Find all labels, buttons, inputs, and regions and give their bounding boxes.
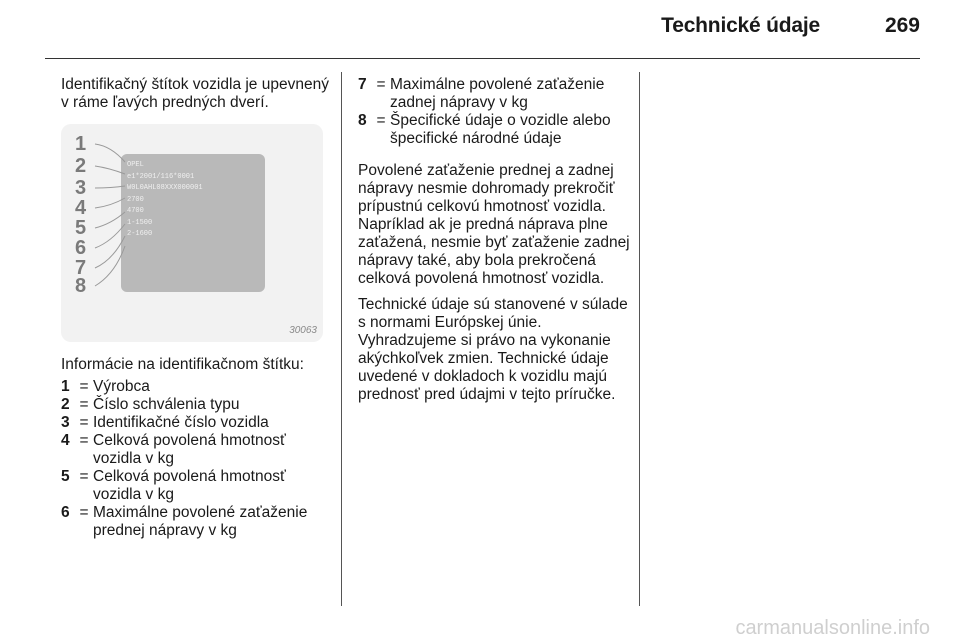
figure-callout-2: 2 (75, 155, 87, 177)
right-column (358, 76, 630, 412)
figure-callout-7: 7 (75, 257, 87, 279)
page-number: 269 (884, 14, 920, 37)
list-item: 2 = Číslo schválenia typu (61, 396, 240, 413)
plate-line: 1-1500 (127, 218, 153, 227)
vin-plate-figure (61, 124, 323, 342)
plate-legend-list-continued (358, 76, 630, 148)
callout-lines (61, 124, 323, 342)
plate-line: 2-1600 (127, 230, 153, 238)
column-divider-1 (341, 72, 342, 606)
left-column (61, 76, 331, 540)
list-item: 3 = Identifikačné číslo vozidla (61, 414, 269, 431)
list-item: 4 = Celková povolená hmotnosť vozidla v kg (61, 432, 286, 467)
figure-callout-4: 4 (75, 197, 87, 219)
plate-line: OPEL (127, 161, 144, 169)
column-divider-2 (639, 72, 640, 606)
load-paragraph: Povolené zaťaženie prednej a zadnej nápravy nesmie dohromady prekročiť prípustnú celkovú hmotnosť vozidla. Napríklad ak je predná náprava plne zaťažená, nesmie byť zaťaženie zadnej nápravy také, aby bola prekročená celková povolená hmotnosť vozidla. (358, 162, 630, 287)
list-item: 7 = Maximálne povolené zaťaženie zadnej nápravy v kg (358, 76, 605, 111)
header-divider (45, 58, 920, 59)
list-item: 1 = Výrobca (61, 378, 150, 395)
plate-line: 4700 (127, 207, 144, 215)
figure-callout-5: 5 (75, 217, 87, 239)
list-item: 5 = Celková povolená hmotnosť vozidla v kg (61, 468, 286, 503)
watermark: carmanualsonline.info (735, 617, 930, 639)
figure-callout-1: 1 (75, 133, 87, 155)
list-item: 6 = Maximálne povolené zaťaženie prednej nápravy v kg (61, 504, 308, 539)
figure-code: 30063 (289, 325, 317, 336)
figure-callout-3: 3 (75, 177, 87, 199)
standards-paragraph: Technické údaje sú stanovené v súlade s normami Európskej únie. Vyhradzujeme si právo na vykonanie akýchkoľvek zmien. Technické údaje uvedené v dokladoch k vozidlu majú prednosť pred údajmi v tejto príručke. (358, 296, 628, 403)
figure-callout-8: 8 (75, 275, 87, 297)
plate-caption: Informácie na identifikačnom štítku: (61, 356, 304, 373)
plate-line: e1*2001/116*0001 (127, 172, 195, 181)
figure-callout-6: 6 (75, 237, 87, 259)
plate-line: W0L0AHL08XXX000001 (127, 184, 203, 192)
plate-line: 2700 (127, 195, 144, 204)
list-item: 8 = Špecifické údaje o vozidle alebo špecifické národné údaje (358, 112, 611, 147)
intro-text: Identifikačný štítok vozidla je upevnený v ráme ľavých predných dverí. (61, 76, 329, 111)
plate-legend-list (61, 378, 331, 540)
page-title: Technické údaje (661, 14, 820, 37)
